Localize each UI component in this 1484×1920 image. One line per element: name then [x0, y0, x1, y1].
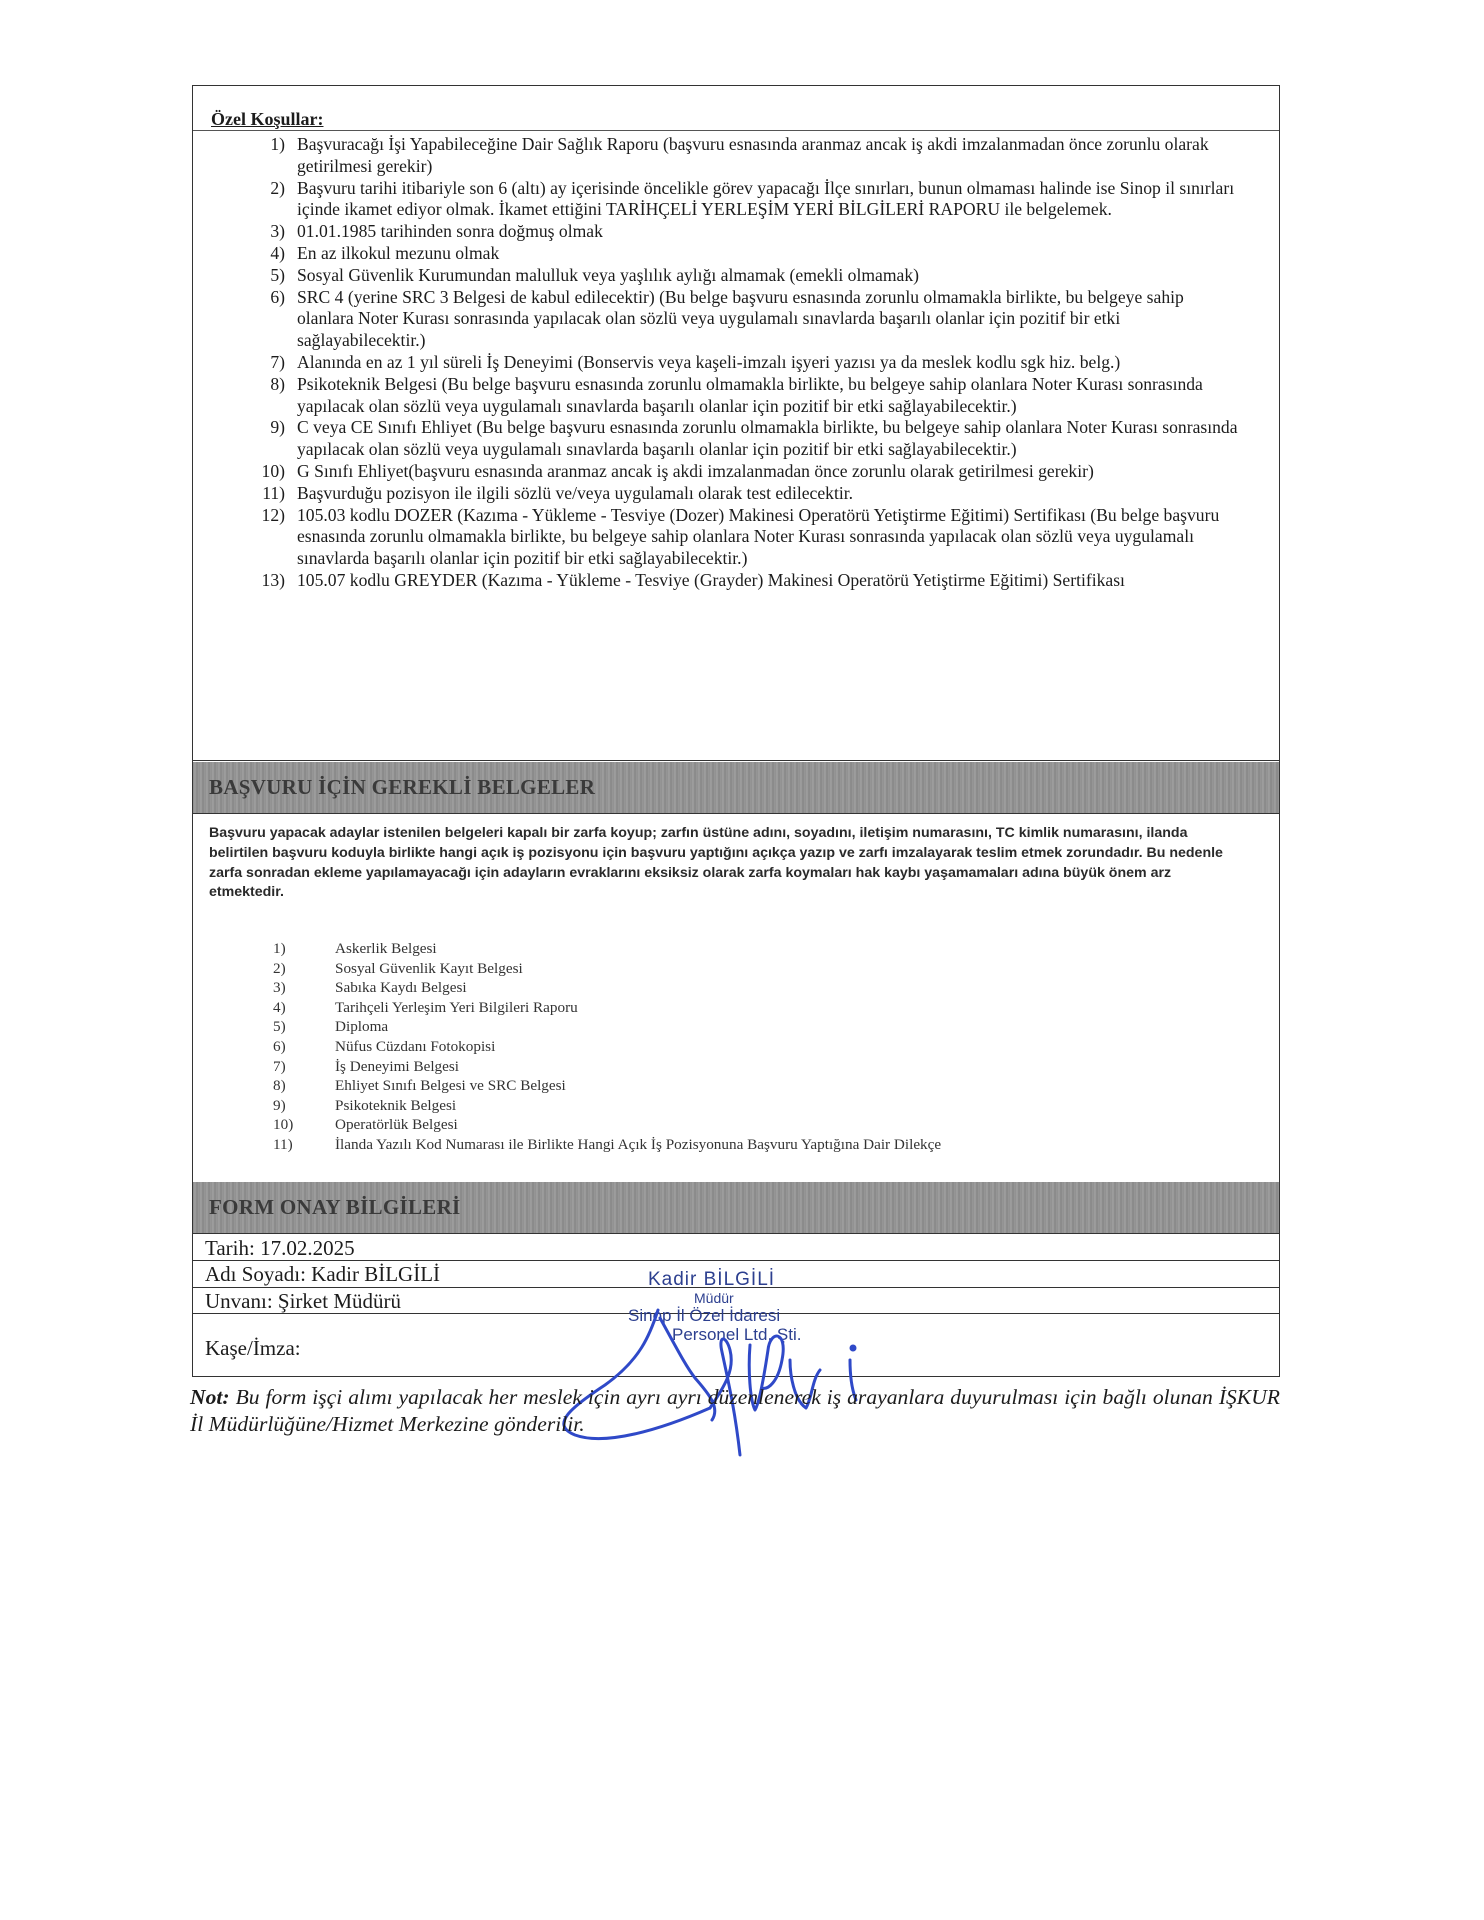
document-item [193, 1076, 1279, 1096]
document-item-text: İş Deneyimi Belgesi [335, 1057, 460, 1075]
document-item-number: 6) [273, 1037, 286, 1055]
document-item-number: 7) [273, 1057, 286, 1075]
document-item [193, 1017, 1279, 1037]
document-item-number: 3) [273, 979, 286, 997]
footnote-text: Bu form işçi alımı yapılacak her meslek için ayrı ayrı düzenlenerek iş arayanlara duyurulması için bağlı olunan İŞKUR İl Müdürlüğüne/Hizmet Merkezine gönderilir. [190, 1385, 1280, 1436]
document-item [193, 1037, 1279, 1057]
document-item-text: Ehliyet Sınıfı Belgesi ve SRC Belgesi [335, 1077, 566, 1095]
condition-item-number: 13) [261, 569, 285, 590]
condition-item-text: C veya CE Sınıfı Ehliyet (Bu belge başvuru esnasında zorunlu olmamakla birlikte, bu belgeye sahip olanlara Noter Kurası sonrasında yapılacak olan sözlü veya uygulamalı sınavlarda başarılı olanlar için pozitif bir etki sağlayabilecektir.) [297, 417, 1238, 460]
document-item-text: Sabıka Kaydı Belgesi [335, 979, 467, 997]
special-conditions-section [193, 86, 1279, 761]
document-item [193, 939, 1279, 959]
document-item-number: 5) [273, 1018, 286, 1036]
date-row: Tarih: 17.02.2025 [193, 1235, 1279, 1261]
condition-item-text: 105.03 kodlu DOZER (Kazıma - Yükleme - Tesviye (Dozer) Makinesi Operatörü Yetiştirme Eğitimi) Sertifikası (Bu belge başvuru esnasında zorunlu olmamakla birlikte, bu belgeye sahip olanlara Noter Kurası sonrasında yapılacak olan sözlü veya uygulamalı sınavlarda başarılı olanlar için pozitif bir etki sağlayabilecektir.) [297, 504, 1220, 569]
stamp-institution: Sinop İl Özel İdaresi [628, 1306, 781, 1325]
condition-item-text: Alanında en az 1 yıl süreli İş Deneyimi (Bonservis veya kaşeli-imzalı işyeri yazısı ya da meslek kodlu sgk hiz. belg.) [297, 351, 1121, 372]
document-item-text: Askerlik Belgesi [335, 940, 437, 957]
document-item-text: Diploma [335, 1018, 389, 1036]
footnote-label: Not: [190, 1385, 230, 1409]
document-item-text: Operatörlük Belgesi [335, 1116, 458, 1134]
document-item-number: 1) [273, 940, 286, 957]
name-row: Adı Soyadı: Kadir BİLGİLİ [193, 1261, 1279, 1288]
document-item-text: Nüfus Cüzdanı Fotokopisi [335, 1037, 496, 1055]
document-item [193, 998, 1279, 1018]
handwritten-signature [550, 1290, 890, 1465]
stamp-company: Personel Ltd. Şti. [672, 1325, 802, 1344]
condition-item [193, 134, 1279, 178]
document-item [193, 1057, 1279, 1077]
stamp-name: Kadir BİLGİLİ [648, 1269, 776, 1290]
condition-item-number: 10) [261, 460, 285, 481]
form-approval-header [193, 1182, 1279, 1234]
condition-item-number: 4) [270, 242, 285, 263]
document-item-number: 11) [273, 1135, 293, 1153]
condition-item [193, 221, 1279, 243]
condition-item-number: 1) [270, 134, 285, 154]
condition-item-number: 6) [270, 286, 285, 307]
condition-item [193, 352, 1279, 374]
required-documents-intro: Başvuru yapacak adaylar istenilen belgeleri kapalı bir zarfa koyup; zarfın üstüne adını, soyadını, iletişim numarasını, TC kimlik numarasını, ilanda belirtilen başvuru koduyla birlikte hangi açık iş pozisyonu için başvuru yaptığını açıkça yazıp ve zarfı imzalayarak teslim etmek zorundadır. Bu nedenle zarfa sonradan ekleme yapılamayacağı için adayların evraklarını eksiksiz olarak zarfa koymaları hak kaybı yaşamamaları adına büyük önem arz etmektedir. [209, 825, 1223, 901]
document-item-number: 2) [273, 959, 286, 977]
condition-item-number: 8) [270, 373, 285, 394]
condition-item-text: Sosyal Güvenlik Kurumundan malulluk veya yaşlılık aylığı almamak (emekli olmamak) [297, 264, 920, 285]
condition-item-text: Başvuracağı İşi Yapabileceğine Dair Sağlık Raporu (başvuru esnasında aranmaz ancak iş akdi imzalanmadan önce zorunlu olarak getirilmesi gerekir) [297, 134, 1209, 176]
required-documents-header [193, 762, 1279, 814]
condition-item-text: En az ilkokul mezunu olmak [297, 242, 500, 263]
condition-item-text: SRC 4 (yerine SRC 3 Belgesi de kabul edilecektir) (Bu belge başvuru esnasında zorunlu olmamakla birlikte, bu belgeye sahip olanlara Noter Kurası sonrasında yapılacak olan sözlü veya uygulamalı sınavlarda başarılı olanlar için pozitif bir etki sağlayabilecektir.) [297, 286, 1184, 351]
required-documents-section [193, 815, 1279, 1181]
condition-item-text: Psikoteknik Belgesi (Bu belge başvuru esnasında zorunlu olmamakla birlikte, bu belgeye sahip olanlara Noter Kurası sonrasında yapılacak olan sözlü veya uygulamalı sınavlarda başarılı olanlar için pozitif bir etki sağlayabilecektir.) [297, 373, 1203, 416]
condition-item-text: 105.07 kodlu GREYDER (Kazıma - Yükleme - Tesviye (Grayder) Makinesi Operatörü Yetiştirme Eğitimi) Sertifikası [297, 569, 1125, 590]
document-item-number: 9) [273, 1096, 286, 1114]
document-item [193, 959, 1279, 979]
required-documents-title: BAŞVURU İÇİN GEREKLİ BELGELER [209, 775, 596, 799]
footnote [190, 1384, 1280, 1438]
condition-item [193, 483, 1279, 505]
condition-item-number: 3) [270, 221, 285, 242]
condition-item [193, 243, 1279, 265]
condition-item-number: 12) [261, 504, 285, 525]
condition-item-number: 11) [262, 482, 285, 503]
condition-item [193, 178, 1279, 222]
condition-item-number: 9) [270, 417, 285, 438]
document-item-text: İlanda Yazılı Kod Numarası ile Birlikte Hangi Açık İş Pozisyonuna Başvuru Yaptığına Dair Dilekçe [335, 1135, 942, 1153]
document-item-number: 4) [273, 998, 286, 1016]
condition-item [193, 265, 1279, 287]
form-approval-title: FORM ONAY BİLGİLERİ [209, 1195, 461, 1219]
condition-item-number: 7) [270, 351, 285, 372]
document-item [193, 1115, 1279, 1135]
condition-item [193, 570, 1279, 592]
special-conditions-list [193, 134, 1279, 592]
divider [193, 130, 1279, 131]
document-item [193, 1096, 1279, 1116]
condition-item [193, 417, 1279, 461]
condition-item-number: 2) [270, 177, 285, 198]
document-item-number: 8) [273, 1077, 286, 1095]
title-row: Unvanı: Şirket Müdürü [193, 1288, 1279, 1314]
document-item [193, 978, 1279, 998]
required-documents-list [193, 939, 1279, 1155]
condition-item [193, 461, 1279, 483]
condition-item-text: Başvurduğu pozisyon ile ilgili sözlü ve/veya uygulamalı olarak test edilecektir. [297, 482, 854, 503]
condition-item-number: 5) [270, 264, 285, 285]
condition-item [193, 287, 1279, 352]
document-item-text: Psikoteknik Belgesi [335, 1096, 457, 1114]
condition-item-text: 01.01.1985 tarihinden sonra doğmuş olmak [297, 221, 603, 242]
document-item [193, 1135, 1279, 1155]
condition-item-text: G Sınıfı Ehliyet(başvuru esnasında aranmaz ancak iş akdi imzalanmadan önce zorunlu olarak getirilmesi gerekir) [297, 460, 1094, 481]
document-item-text: Sosyal Güvenlik Kayıt Belgesi [335, 959, 523, 977]
stamp-position: Müdür [694, 1290, 734, 1306]
document-item-number: 10) [273, 1116, 294, 1134]
document-item-text: Tarihçeli Yerleşim Yeri Bilgileri Raporu [335, 998, 578, 1016]
condition-item [193, 505, 1279, 570]
condition-item [193, 374, 1279, 418]
stamp-signature-row: Kaşe/İmza: [205, 1336, 301, 1360]
condition-item-text: Başvuru tarihi itibariyle son 6 (altı) ay içerisinde öncelikle görev yapacağı İlçe sınırları, bunun olmaması halinde ise Sinop il sınırları içinde ikamet ediyor olmak. İkamet ettiğini TARİHÇELİ YERLEŞİM YERİ BİLGİLERİ RAPORU ile belgelemek. [297, 177, 1235, 220]
application-form [192, 85, 1280, 1377]
special-conditions-title: Özel Koşullar: [211, 109, 324, 129]
